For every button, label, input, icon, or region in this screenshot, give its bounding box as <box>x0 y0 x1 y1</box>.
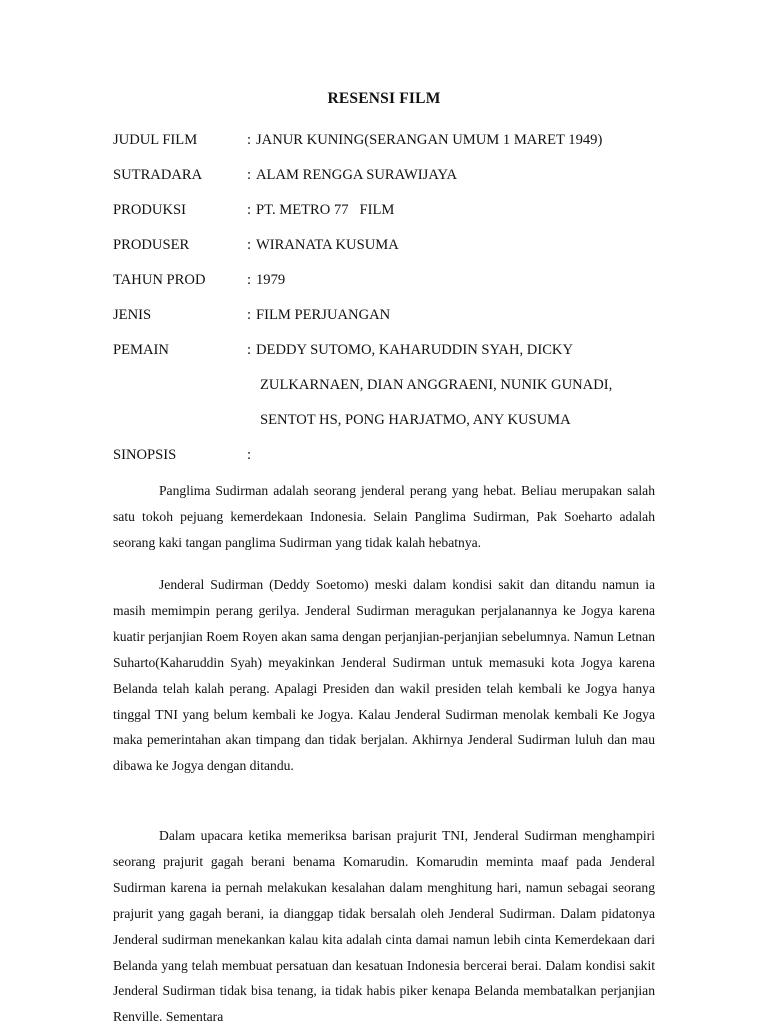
field-jenis <box>113 305 673 340</box>
document-title: RESENSI FILM <box>327 90 441 107</box>
field-colon: : <box>247 202 252 218</box>
field-value <box>256 445 673 480</box>
field-produser <box>113 235 673 270</box>
field-label: PEMAIN <box>113 342 169 358</box>
field-colon: : <box>247 447 252 463</box>
field-label: PRODUSER <box>113 237 190 253</box>
field-value: JANUR KUNING(SERANGAN UMUM 1 MARET 1949) <box>256 132 603 148</box>
field-colon: : <box>247 237 252 253</box>
field-value: FILM PERJUANGAN <box>256 307 391 323</box>
field-colon: : <box>247 167 252 183</box>
field-label: JENIS <box>113 307 152 323</box>
field-colon: : <box>247 342 252 358</box>
synopsis-paragraph: Dalam upacara ketika memeriksa barisan prajurit TNI, Jenderal Sudirman menghampiri seorang prajurit gagah berani benama Komarudin. Komarudin meminta maaf pada Jenderal Sudirman karena ia pernah melakukan kesalahan dalam menghitung hari, namun sebagai seorang prajurit yang gagah berani, ia dianggap tidak bersalah oleh Jenderal Sudirman. Dalam pidatonya Jenderal sudirman menekankan kalau kita adalah cinta damai namun lebih cinta Kemerdekaan dari Belanda yang telah membuat persatuan dan kesatuan Indonesia bercerai berai. Dalam kondisi sakit Jenderal Sudirman tidak bisa tenang, ia tidak habis piker kenapa Belanda membatalkan perjanjian Renville. Sementara <box>113 828 655 1024</box>
synopsis-paragraph: Jenderal Sudirman (Deddy Soetomo) meski dalam kondisi sakit dan ditandu namun ia masih memimpin perang gerilya. Jenderal Sudirman meragukan perjalanannya ke Jogya karena kuatir perjanjian Roem Royen akan sama dengan perjanjian-perjanjian sebelumnya. Namun Letnan Suharto(Kaharuddin Syah) meyakinkan Jenderal Sudirman untuk memasuki kota Jogya karena Belanda telah kalah perang. Apalagi Presiden dan wakil presiden telah kembali ke Jogya hanya tinggal TNI yang belum kembali ke Jogya. Kalau Jenderal Sudirman menolak kembali Ke Jogya maka pemerintahan akan timpang dan tidak berjalan. Akhirnya Jenderal Sudirman luluh dan mau dibawa ke Jogya dengan ditandu. <box>113 577 655 774</box>
film-info-table <box>113 130 673 480</box>
field-label: TAHUN PROD <box>113 272 206 288</box>
field-colon: : <box>247 307 252 323</box>
field-label: SINOPSIS <box>113 447 177 463</box>
pemain-continued-line: SENTOT HS, PONG HARJATMO, ANY KUSUMA <box>260 412 571 428</box>
field-produksi <box>113 200 673 235</box>
field-tahun-prod <box>113 270 673 305</box>
field-value: 1979 <box>256 272 286 288</box>
field-pemain <box>113 340 673 375</box>
field-sutradara <box>113 165 673 200</box>
field-value: WIRANATA KUSUMA <box>256 237 399 253</box>
field-judul-film <box>113 130 673 165</box>
field-value: PT. METRO 77 FILM <box>256 202 395 218</box>
field-colon: : <box>247 272 252 288</box>
field-label: PRODUKSI <box>113 202 186 218</box>
field-sinopsis <box>113 445 673 480</box>
synopsis-paragraph: Panglima Sudirman adalah seorang jenderal perang yang hebat. Beliau merupakan salah satu tokoh pejuang kemerdekaan Indonesia. Selain Panglima Sudirman, Pak Soeharto adalah seorang kaki tangan panglima Sudirman yang tidak kalah hebatnya. <box>113 483 655 550</box>
field-label: JUDUL FILM <box>113 132 198 148</box>
pemain-continued-line: ZULKARNAEN, DIAN ANGGRAENI, NUNIK GUNADI, <box>260 377 613 393</box>
field-value: DEDDY SUTOMO, KAHARUDDIN SYAH, DICKY <box>256 342 574 358</box>
field-value: ALAM RENGGA SURAWIJAYA <box>256 167 457 183</box>
field-label: SUTRADARA <box>113 167 203 183</box>
field-colon: : <box>247 132 252 148</box>
